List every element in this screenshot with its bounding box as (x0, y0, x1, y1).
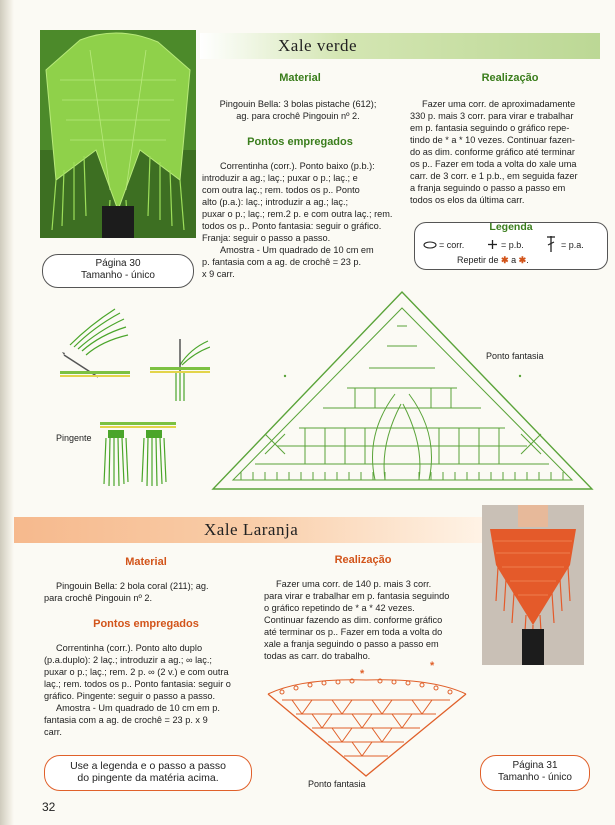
green-pontos-line: x 9 carr. (202, 269, 235, 279)
legend-corr-label: = corr. (439, 240, 465, 250)
green-shawl-photo (40, 30, 196, 238)
legend-pa-label: = p.a. (561, 240, 584, 250)
orange-realizacao-line: xale a franja seguindo o passo a passo em (264, 639, 439, 649)
pingente-label: Pingente (56, 433, 92, 443)
orange-realizacao-line: o gráfico repetindo de * a * 42 vezes. (264, 603, 415, 613)
orange-title: Xale Laranja (204, 520, 299, 539)
green-crochet-chart (205, 284, 600, 494)
orange-pontos-line: Correntinha (corr.). Ponto alto duplo (56, 643, 203, 653)
orange-realizacao-heading: Realização (334, 554, 392, 566)
green-realizacao-line: em p. fantasia seguindo o gráfico repe- (410, 123, 570, 133)
page-spine-shadow (0, 0, 14, 825)
orange-chart-label: Ponto fantasia (308, 779, 366, 789)
green-realizacao-heading: Realização (481, 72, 539, 84)
orange-pontos-line: laç.; rem. todos os p.. Ponto fantasia: seguir o (44, 679, 231, 689)
legend-title: Legenda (489, 221, 533, 233)
green-realizacao-text (410, 98, 604, 206)
green-realizacao-line: carr. de 3 corr. e 1 p.b., em seguida fazer (410, 171, 578, 181)
orange-pontos-line: carr. (44, 727, 62, 737)
green-realizacao-line: Fazer uma corr. de aproximadamente (422, 99, 576, 109)
orange-note-line1: Use a legenda e o passo a passo (70, 760, 226, 772)
orange-pontos-line: Amostra - Um quadrado de 10 cm em p. (56, 703, 220, 713)
green-material-line: Pingouin Bella: 3 bolas pistache (612); (219, 99, 377, 109)
green-size-label: Tamanho - único (81, 270, 155, 281)
orange-realizacao-line: até terminar os p.. Fazer em toda a volta do (264, 627, 443, 637)
orange-size-label: Tamanho - único (498, 772, 572, 783)
green-realizacao-line: os p.. Fazer em toda a volta do xale uma (410, 159, 577, 169)
fringe-step-2-illustration (150, 335, 210, 405)
green-pontos-line: introduzir a ag.; laç.; puxar o p.; laç.; e (202, 173, 358, 183)
chain-stitch-icon (423, 241, 437, 249)
green-pontos-heading: Pontos empregados (247, 136, 353, 148)
page-number: 32 (42, 800, 56, 814)
green-pontos-line: com outra laç.; rem. todos os p.. Ponto (202, 185, 360, 195)
green-chart-label: Ponto fantasia (486, 351, 544, 361)
green-pontos-line: alto (p.a.): laç.; introduzir a ag.; laç.; (202, 197, 349, 207)
fringe-step-1-illustration (60, 305, 130, 385)
orange-pontos-line: gráfico. Pingente: seguir o passo a passo. (44, 691, 216, 701)
orange-pontos-heading: Pontos empregados (93, 618, 199, 630)
orange-realizacao-text (264, 578, 468, 662)
green-title-banner (200, 33, 600, 59)
green-material-text (200, 98, 396, 122)
orange-page-label: Página 31 (512, 760, 558, 771)
double-crochet-icon (545, 235, 557, 253)
green-pontos-line: puxar o p.; laç.; rem.2 p. e com outra laç.; rem. (202, 209, 393, 219)
green-shawl-illustration (40, 30, 196, 238)
orange-realizacao-line: Continuar fazendo as dim. conforme gráfico (264, 615, 443, 625)
orange-chart-asterisk-left: * (360, 668, 365, 680)
green-pontos-line: Franja: seguir o passo a passo. (202, 233, 331, 243)
pingente-illustration (96, 418, 180, 488)
green-pontos-line: p. fantasia com a ag. de crochê = 23 p. (202, 257, 362, 267)
green-title: Xale verde (278, 36, 358, 55)
orange-pontos-line: (p.a.duplo): 2 laç.; introduzir a ag.; ∞ laç.; (44, 655, 212, 665)
orange-realizacao-line: todas as carr. do trabalho. (264, 651, 371, 661)
green-realizacao-line: 330 p. mais 3 corr. para virar e trabalhar (410, 111, 574, 121)
orange-crochet-chart (262, 664, 472, 784)
repeat-star-icon: ✱ (501, 255, 509, 265)
legend-repeat-text-b: a (511, 255, 517, 265)
orange-material-heading: Material (125, 556, 167, 568)
green-pontos-line: Correntinha (corr.). Ponto baixo (p.b.): (220, 161, 375, 171)
green-realizacao-line: tindo de * a * 10 vezes. Continuar fazen- (410, 135, 575, 145)
orange-title-banner (14, 517, 484, 543)
orange-shawl-photo (482, 505, 584, 665)
orange-material-text (44, 580, 254, 604)
orange-page-pill (480, 755, 590, 791)
legend-box (414, 222, 608, 270)
green-realizacao-line: a franja seguindo o passo a passo em (410, 183, 566, 193)
legend-repeat-text-a: Repetir de (457, 255, 499, 265)
green-pontos-line: todos os p.. Ponto fantasia: seguir o gráfico. (202, 221, 382, 231)
orange-pontos-line: puxar o p.; laç.; rem. 2 p. ∞ (2 v.) e com outra (44, 667, 229, 677)
green-material-line: ag. para crochê Pingouin nº 2. (236, 111, 360, 121)
orange-note-pill (44, 755, 252, 791)
orange-realizacao-line: Fazer uma corr. de 140 p. mais 3 corr. (276, 579, 432, 589)
orange-note-line2: do pingente da matéria acima. (77, 772, 219, 784)
green-material-heading: Material (279, 72, 321, 84)
orange-chart-asterisk-right: * (430, 660, 435, 672)
green-page-label: Página 30 (95, 258, 141, 269)
orange-pontos-text (44, 642, 252, 738)
legend-symbols-row (421, 238, 605, 252)
legend-pb-label: = p.b. (501, 240, 524, 250)
green-realizacao-line: todos os elos da última carr. (410, 195, 525, 205)
green-pontos-text (202, 160, 398, 280)
green-realizacao-line: do as dim. conforme gráfico até terminar (410, 147, 575, 157)
orange-pontos-line: fantasia com a ag. de crochê = 23 p. x 9 (44, 715, 208, 725)
orange-material-line: Pingouin Bella: 2 bola coral (211); ag. (56, 581, 209, 591)
orange-material-line: para crochê Pingouin nº 2. (44, 593, 153, 603)
orange-shawl-illustration (482, 505, 584, 665)
legend-repeat-row: Repetir de ✱ a ✱. (457, 255, 529, 265)
repeat-star-icon: ✱ (518, 255, 527, 265)
green-pontos-line: Amostra - Um quadrado de 10 cm em (220, 245, 374, 255)
orange-realizacao-line: para virar e trabalhar em p. fantasia seguindo (264, 591, 450, 601)
single-crochet-icon (487, 239, 498, 250)
green-page-pill (42, 254, 194, 288)
